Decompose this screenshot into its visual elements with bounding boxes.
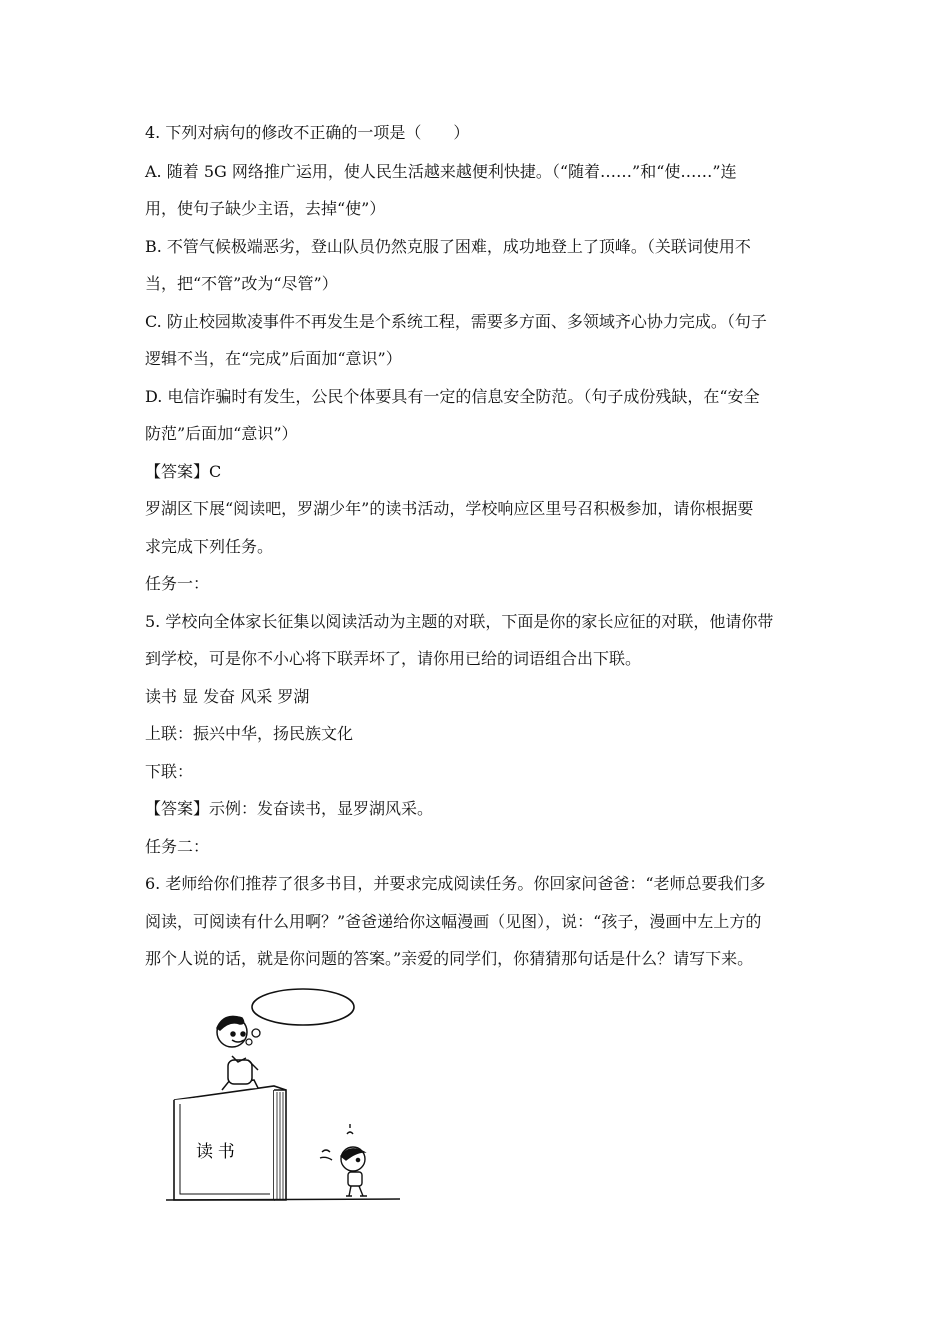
question-6-line-3: 那个人说的话，就是你问题的答案。”亲爱的同学们，你猜猜那句话是什么？请写下来。 — [145, 949, 754, 968]
intro-line-1: 罗湖区下展“阅读吧，罗湖少年”的读书活动，学校响应区里号召积极参加，请你根据要 — [145, 499, 754, 518]
ground-line — [166, 1199, 400, 1200]
option-a-line-2: 用，使句子缺少主语，去掉“使”） — [145, 199, 386, 218]
question-5-line-2: 到学校，可是你不小心将下联弄坏了，请你用已给的词语组合出下联。 — [145, 649, 642, 668]
standing-boy — [217, 1016, 258, 1090]
lower-couplet: 下联： — [145, 762, 194, 781]
answer-4: 【答案】C — [145, 462, 222, 481]
reading-cartoon — [150, 980, 410, 1205]
task-two-heading: 任务二： — [145, 837, 210, 856]
intro-line-2: 求完成下列任务。 — [145, 537, 274, 556]
option-b-line-1: B. 不管气候极端恶劣，登山队员仍然克服了困难，成功地登上了顶峰。（关联词使用不 — [145, 237, 751, 256]
answer-5: 【答案】示例：发奋读书，显罗湖风采。 — [145, 799, 434, 818]
question-4-stem: 4. 下列对病句的修改不正确的一项是（ ） — [145, 123, 470, 142]
thought-bubble — [252, 989, 354, 1025]
option-a-line-1: A. 随着 5G 网络推广运用，使人民生活越来越便利快捷。（“随着……”和“使……”连 — [145, 162, 737, 181]
book-label: 读 书 — [196, 1142, 235, 1161]
option-d-line-1: D. 电信诈骗时有发生，公民个体要具有一定的信息安全防范。（句子成份残缺，在“安全 — [145, 387, 760, 406]
question-6-line-1: 6. 老师给你们推荐了很多书目，并要求完成阅读任务。你回家问爸爸：“老师总要我们多 — [145, 874, 766, 893]
word-bank: 读书 显 发奋 风采 罗湖 — [145, 687, 310, 706]
option-b-line-2: 当，把“不管”改为“尽管”） — [145, 274, 338, 293]
question-5-line-1: 5. 学校向全体家长征集以阅读活动为主题的对联，下面是你的家长应征的对联，他请你带 — [145, 612, 774, 631]
upper-couplet: 上联：振兴中华，扬民族文化 — [145, 724, 354, 743]
thought-dot-1 — [252, 1029, 260, 1037]
small-boy — [320, 1124, 367, 1196]
option-d-line-2: 防范”后面加“意识”） — [145, 424, 298, 443]
option-c-line-1: C. 防止校园欺凌事件不再发生是个系统工程，需要多方面、多领域齐心协力完成。（句子 — [145, 312, 767, 331]
thought-dot-2 — [246, 1039, 252, 1045]
task-one-heading: 任务一： — [145, 574, 210, 593]
option-c-line-2: 逻辑不当，在“完成”后面加“意识”） — [145, 349, 402, 368]
question-6-line-2: 阅读，可阅读有什么用啊？”爸爸递给你这幅漫画（见图），说：“孩子，漫画中左上方的 — [145, 912, 762, 931]
